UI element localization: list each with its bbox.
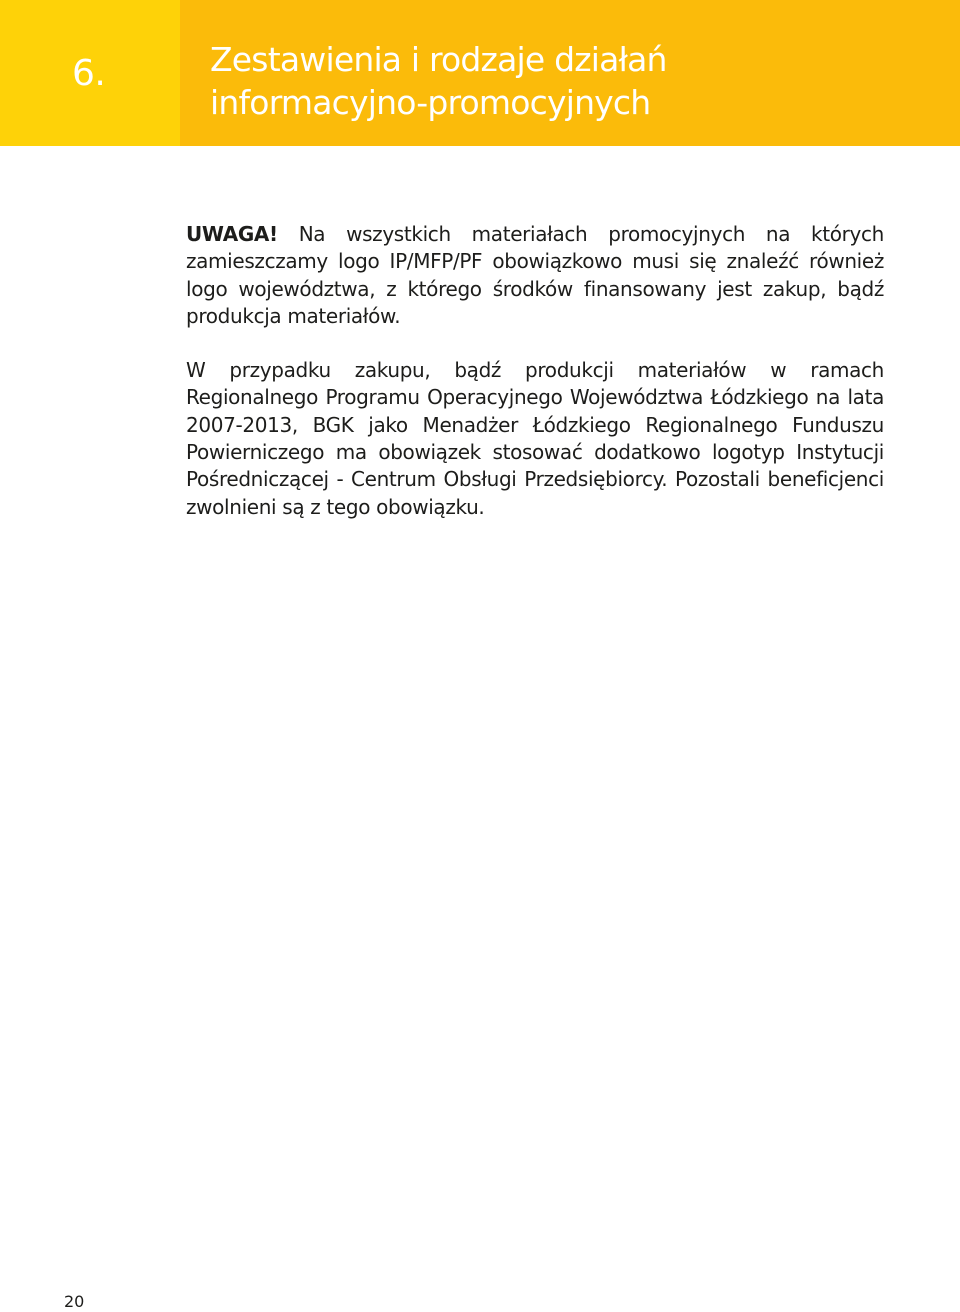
note-paragraph: [186, 221, 884, 330]
chapter-title-line-2: informacyjno-promocyjnych: [210, 83, 651, 122]
note-text: Na wszystkich materiałach promocyjnych na których zamieszczamy logo IP/MFP/PF obowiązkowo musi się znaleźć również logo województwa, z którego środków finansowany jest zakup, bądź produkcja materiałów.: [186, 222, 884, 328]
chapter-number: 6.: [72, 53, 106, 94]
body-paragraph: W przypadku zakupu, bądź produkcji materiałów w ramach Regionalnego Programu Operacyjnego Województwa Łódzkiego na lata 2007-2013, BGK jako Menadżer Łódzkiego Regionalnego Funduszu Powierniczego ma obowiązek stosować dodatkowo logotyp Instytucji Pośredniczącej - Centrum Obsługi Przedsiębiorcy. Pozostali beneficjenci zwolnieni są z tego obowiązku.: [186, 358, 884, 519]
chapter-title: [210, 38, 930, 124]
chapter-header-band: [0, 0, 960, 146]
chapter-title-line-1: Zestawienia i rodzaje działań: [210, 40, 667, 79]
page-content: [186, 221, 884, 521]
page-number: 20: [64, 1292, 85, 1311]
note-label: UWAGA!: [186, 222, 278, 246]
chapter-number-box: [0, 0, 180, 146]
